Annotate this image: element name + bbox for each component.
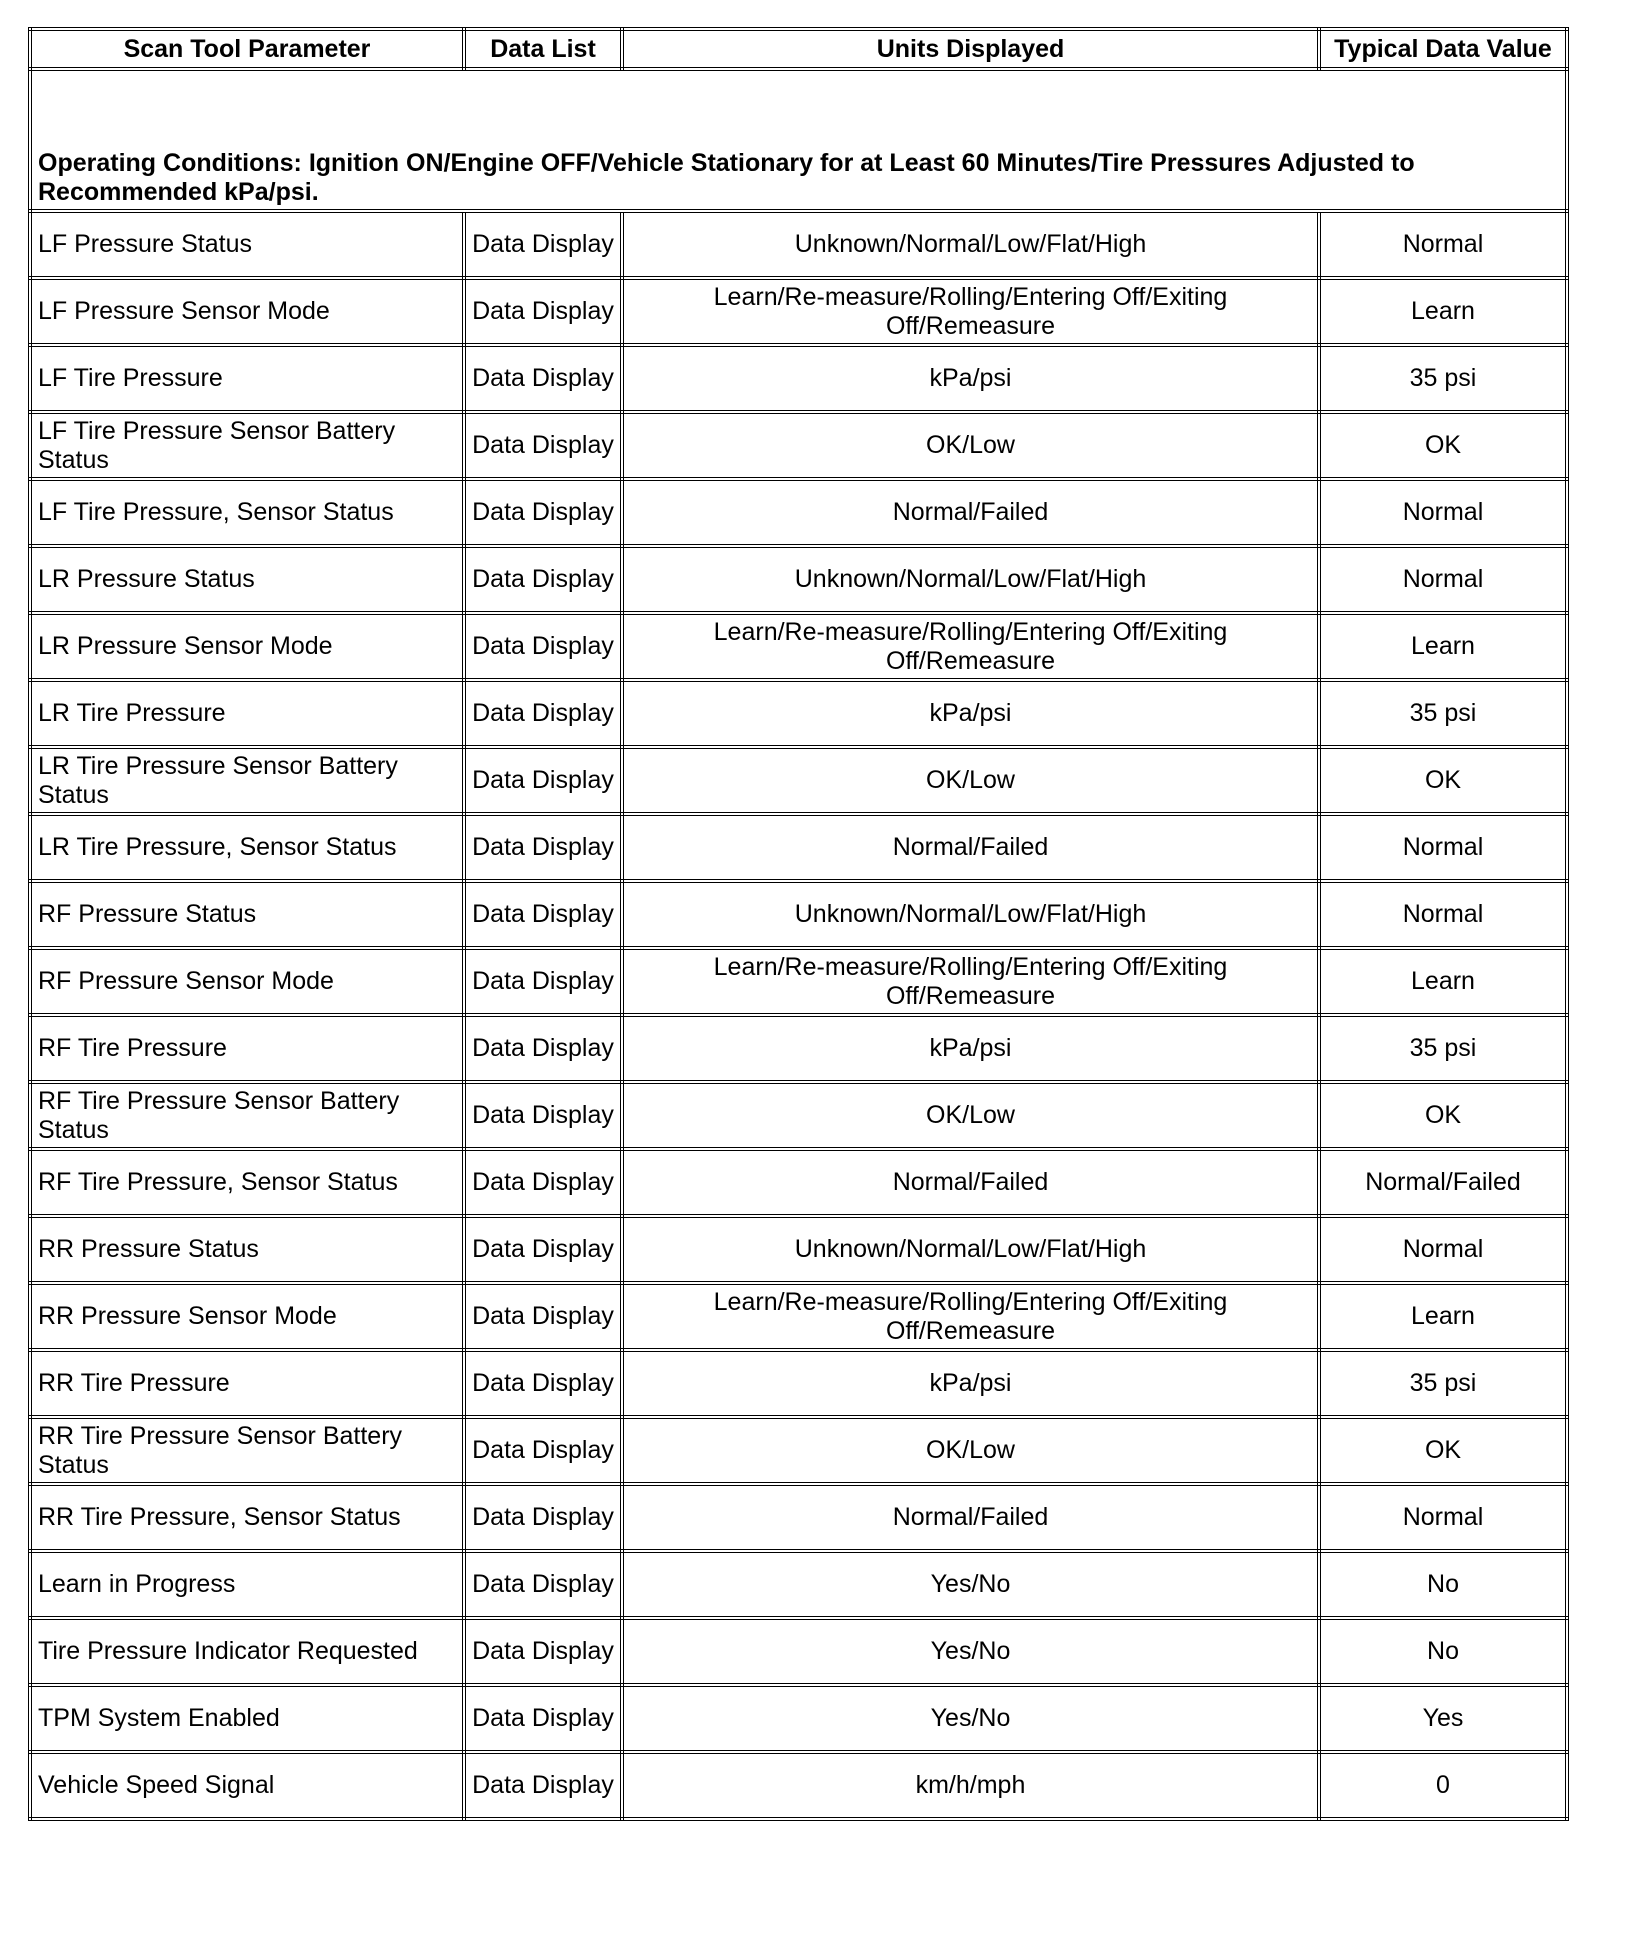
data-list-cell: Data Display <box>464 1484 622 1551</box>
parameter-cell: RF Tire Pressure Sensor Battery Status <box>30 1082 464 1149</box>
operating-conditions: Operating Conditions: Ignition ON/Engine OFF/Vehicle Stationary for at Least 60 Minutes/Tire Pressures Adjusted to Recommended kPa/psi. <box>30 69 1567 211</box>
parameter-cell: LF Tire Pressure <box>30 345 464 412</box>
table-row <box>30 278 1567 345</box>
parameter-cell: TPM System Enabled <box>30 1685 464 1752</box>
parameter-cell: LR Pressure Status <box>30 546 464 613</box>
data-list-cell: Data Display <box>464 1082 622 1149</box>
parameter-cell: RF Pressure Sensor Mode <box>30 948 464 1015</box>
data-list-cell: Data Display <box>464 345 622 412</box>
parameter-cell: Vehicle Speed Signal <box>30 1752 464 1819</box>
data-list-cell: Data Display <box>464 1417 622 1484</box>
units-displayed-cell: kPa/psi <box>622 680 1319 747</box>
data-list-cell: Data Display <box>464 948 622 1015</box>
data-list-cell: Data Display <box>464 1015 622 1082</box>
typical-value-cell: Learn <box>1319 278 1567 345</box>
typical-value-cell: Learn <box>1319 1283 1567 1350</box>
units-displayed-cell: Unknown/Normal/Low/Flat/High <box>622 546 1319 613</box>
parameter-cell: RF Pressure Status <box>30 881 464 948</box>
units-displayed-cell: Yes/No <box>622 1551 1319 1618</box>
parameter-cell: RR Tire Pressure Sensor Battery Status <box>30 1417 464 1484</box>
table-row <box>30 1283 1567 1350</box>
table-row <box>30 948 1567 1015</box>
units-displayed-cell: kPa/psi <box>622 1350 1319 1417</box>
typical-value-cell: Yes <box>1319 1685 1567 1752</box>
table-row <box>30 1752 1567 1819</box>
typical-value-cell: Normal <box>1319 479 1567 546</box>
table-row <box>30 479 1567 546</box>
header-typical-data-value: Typical Data Value <box>1319 29 1567 69</box>
typical-value-cell: 35 psi <box>1319 1350 1567 1417</box>
table-row <box>30 1149 1567 1216</box>
units-displayed-cell: Learn/Re-measure/Rolling/Entering Off/Exiting Off/Remeasure <box>622 948 1319 1015</box>
units-displayed-cell: Normal/Failed <box>622 1484 1319 1551</box>
typical-value-cell: OK <box>1319 412 1567 479</box>
typical-value-cell: Learn <box>1319 948 1567 1015</box>
data-list-cell: Data Display <box>464 211 622 278</box>
parameter-cell: LR Tire Pressure <box>30 680 464 747</box>
table-row <box>30 1551 1567 1618</box>
data-list-cell: Data Display <box>464 1618 622 1685</box>
parameter-cell: RR Pressure Sensor Mode <box>30 1283 464 1350</box>
units-displayed-cell: OK/Low <box>622 412 1319 479</box>
units-displayed-cell: OK/Low <box>622 747 1319 814</box>
units-displayed-cell: Normal/Failed <box>622 1149 1319 1216</box>
units-displayed-cell: Unknown/Normal/Low/Flat/High <box>622 1216 1319 1283</box>
units-displayed-cell: Normal/Failed <box>622 479 1319 546</box>
units-displayed-cell: kPa/psi <box>622 1015 1319 1082</box>
typical-value-cell: 35 psi <box>1319 680 1567 747</box>
units-displayed-cell: Learn/Re-measure/Rolling/Entering Off/Exiting Off/Remeasure <box>622 1283 1319 1350</box>
units-displayed-cell: Yes/No <box>622 1685 1319 1752</box>
data-list-cell: Data Display <box>464 1685 622 1752</box>
typical-value-cell: No <box>1319 1618 1567 1685</box>
data-list-cell: Data Display <box>464 412 622 479</box>
data-list-cell: Data Display <box>464 1350 622 1417</box>
parameter-cell: LF Pressure Status <box>30 211 464 278</box>
typical-value-cell: Normal/Failed <box>1319 1149 1567 1216</box>
units-displayed-cell: OK/Low <box>622 1417 1319 1484</box>
units-displayed-cell: Yes/No <box>622 1618 1319 1685</box>
data-list-cell: Data Display <box>464 278 622 345</box>
typical-value-cell: OK <box>1319 747 1567 814</box>
parameter-cell: LF Tire Pressure, Sensor Status <box>30 479 464 546</box>
parameter-cell: LR Pressure Sensor Mode <box>30 613 464 680</box>
table-row <box>30 1618 1567 1685</box>
typical-value-cell: OK <box>1319 1417 1567 1484</box>
table-row <box>30 680 1567 747</box>
typical-value-cell: Normal <box>1319 211 1567 278</box>
table-row <box>30 747 1567 814</box>
units-displayed-cell: Unknown/Normal/Low/Flat/High <box>622 211 1319 278</box>
typical-value-cell: 0 <box>1319 1752 1567 1819</box>
data-list-cell: Data Display <box>464 814 622 881</box>
typical-value-cell: Normal <box>1319 881 1567 948</box>
data-list-cell: Data Display <box>464 546 622 613</box>
data-list-cell: Data Display <box>464 1149 622 1216</box>
parameter-cell: Tire Pressure Indicator Requested <box>30 1618 464 1685</box>
table-row <box>30 1417 1567 1484</box>
operating-conditions-row <box>30 69 1567 211</box>
parameter-cell: RR Tire Pressure, Sensor Status <box>30 1484 464 1551</box>
units-displayed-cell: Unknown/Normal/Low/Flat/High <box>622 881 1319 948</box>
table-row <box>30 613 1567 680</box>
header-scan-tool-parameter: Scan Tool Parameter <box>30 29 464 69</box>
scan-tool-data-table <box>28 27 1569 1821</box>
parameter-cell: Learn in Progress <box>30 1551 464 1618</box>
header-data-list: Data List <box>464 29 622 69</box>
data-list-cell: Data Display <box>464 479 622 546</box>
table-row <box>30 1350 1567 1417</box>
units-displayed-cell: Normal/Failed <box>622 814 1319 881</box>
typical-value-cell: OK <box>1319 1082 1567 1149</box>
table-row <box>30 1216 1567 1283</box>
units-displayed-cell: Learn/Re-measure/Rolling/Entering Off/Exiting Off/Remeasure <box>622 278 1319 345</box>
typical-value-cell: Normal <box>1319 546 1567 613</box>
table-row <box>30 1082 1567 1149</box>
header-units-displayed: Units Displayed <box>622 29 1319 69</box>
units-displayed-cell: kPa/psi <box>622 345 1319 412</box>
typical-value-cell: Normal <box>1319 814 1567 881</box>
table-row <box>30 814 1567 881</box>
parameter-cell: RF Tire Pressure <box>30 1015 464 1082</box>
typical-value-cell: Learn <box>1319 613 1567 680</box>
table-row <box>30 345 1567 412</box>
typical-value-cell: Normal <box>1319 1484 1567 1551</box>
table-row <box>30 211 1567 278</box>
units-displayed-cell: OK/Low <box>622 1082 1319 1149</box>
parameter-cell: LR Tire Pressure, Sensor Status <box>30 814 464 881</box>
parameter-cell: RR Pressure Status <box>30 1216 464 1283</box>
parameter-cell: LF Pressure Sensor Mode <box>30 278 464 345</box>
data-list-cell: Data Display <box>464 1216 622 1283</box>
data-list-cell: Data Display <box>464 680 622 747</box>
table-row <box>30 1015 1567 1082</box>
parameter-cell: RR Tire Pressure <box>30 1350 464 1417</box>
data-list-cell: Data Display <box>464 1283 622 1350</box>
parameter-cell: LR Tire Pressure Sensor Battery Status <box>30 747 464 814</box>
typical-value-cell: 35 psi <box>1319 1015 1567 1082</box>
typical-value-cell: No <box>1319 1551 1567 1618</box>
data-list-cell: Data Display <box>464 613 622 680</box>
parameter-cell: RF Tire Pressure, Sensor Status <box>30 1149 464 1216</box>
data-list-cell: Data Display <box>464 881 622 948</box>
table-row <box>30 1484 1567 1551</box>
units-displayed-cell: Learn/Re-measure/Rolling/Entering Off/Exiting Off/Remeasure <box>622 613 1319 680</box>
table-row <box>30 412 1567 479</box>
parameter-cell: LF Tire Pressure Sensor Battery Status <box>30 412 464 479</box>
table-row <box>30 881 1567 948</box>
table-row <box>30 546 1567 613</box>
data-list-cell: Data Display <box>464 1752 622 1819</box>
units-displayed-cell: km/h/mph <box>622 1752 1319 1819</box>
typical-value-cell: 35 psi <box>1319 345 1567 412</box>
data-list-cell: Data Display <box>464 1551 622 1618</box>
data-list-cell: Data Display <box>464 747 622 814</box>
table-row <box>30 1685 1567 1752</box>
header-row <box>30 29 1567 69</box>
typical-value-cell: Normal <box>1319 1216 1567 1283</box>
